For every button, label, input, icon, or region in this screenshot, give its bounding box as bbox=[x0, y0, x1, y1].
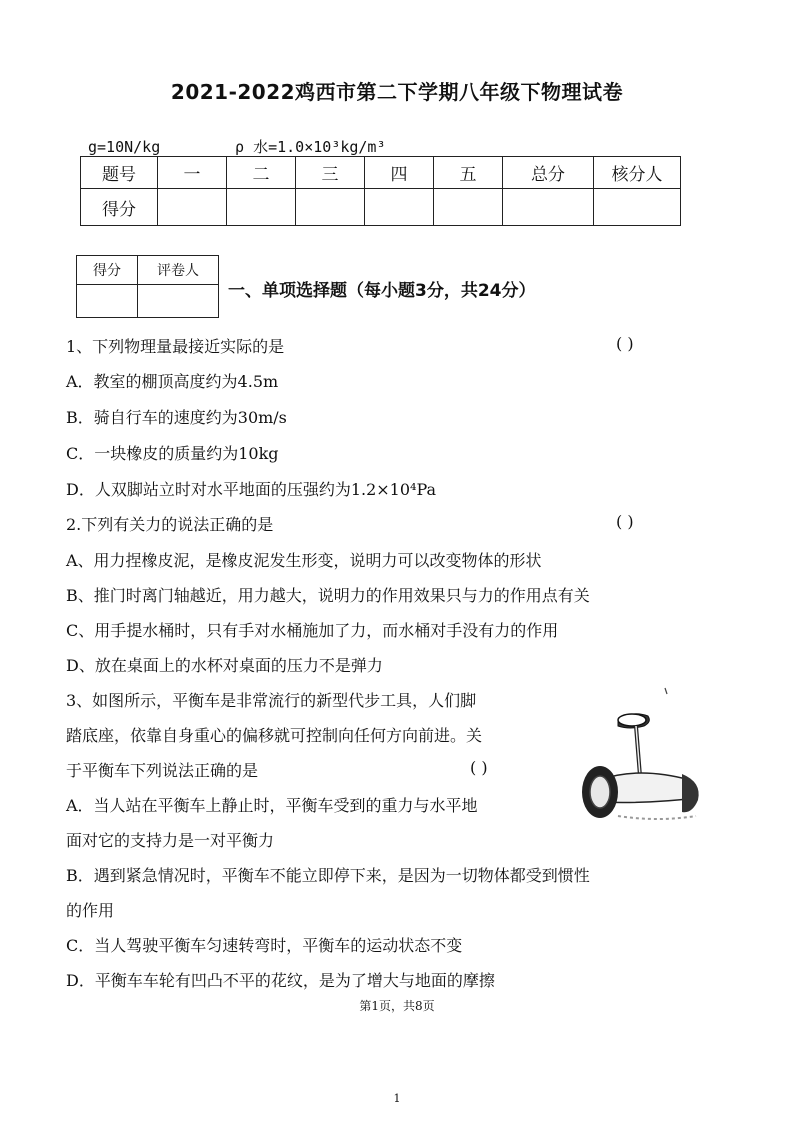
score-header-cell: 四 bbox=[365, 157, 434, 189]
page-number: 1 bbox=[393, 1092, 401, 1105]
section-title: 一、单项选择题（每小题3分，共24分） bbox=[228, 281, 536, 301]
q2-option-d: D、放在桌面上的水杯对桌面的压力不是弹力 bbox=[66, 656, 383, 675]
question-3-stem-line-1: 3、如图所示，平衡车是非常流行的新型代步工具，人们脚 bbox=[66, 691, 477, 710]
q3-option-b-line-2: 的作用 bbox=[66, 901, 115, 920]
score-input-cell[interactable] bbox=[296, 189, 365, 226]
score-input-cell[interactable] bbox=[158, 189, 227, 226]
score-row-label: 得分 bbox=[81, 189, 158, 226]
score-input-cell[interactable] bbox=[594, 189, 681, 226]
q1-option-a: A．教室的棚顶高度约为4.5m bbox=[66, 372, 279, 391]
grader-name-cell[interactable] bbox=[138, 285, 219, 318]
score-header-cell: 三 bbox=[296, 157, 365, 189]
score-header-cell: 二 bbox=[227, 157, 296, 189]
score-input-cell[interactable] bbox=[365, 189, 434, 226]
grader-score-label: 得分 bbox=[77, 256, 138, 285]
q3-option-a-line-1: A．当人站在平衡车上静止时，平衡车受到的重力与水平地 bbox=[66, 796, 478, 815]
answer-bracket[interactable]: ( ) bbox=[616, 334, 634, 353]
page-footer: 第1页，共8页 bbox=[359, 999, 435, 1013]
water-density-constant: ρ 水=1.0×10³kg/m³ bbox=[235, 138, 386, 156]
q3-option-a-line-2: 面对它的支持力是一对平衡力 bbox=[66, 831, 275, 850]
q1-option-d: D．人双脚站立时对水平地面的压强约为1.2×10⁴Pa bbox=[66, 480, 437, 499]
grader-name-label: 评卷人 bbox=[138, 256, 219, 285]
q2-option-b: B、推门时离门轴越近，用力越大，说明力的作用效果只与力的作用点有关 bbox=[66, 586, 590, 605]
score-input-cell[interactable] bbox=[227, 189, 296, 226]
page-title: 2021-2022鸡西市第二下学期八年级下物理试卷 bbox=[170, 80, 624, 104]
answer-bracket[interactable]: ( ) bbox=[616, 512, 634, 531]
question-3-stem-line-2: 踏底座，依靠自身重心的偏移就可控制向任何方向前进。关 bbox=[66, 726, 483, 745]
grader-table bbox=[76, 255, 219, 318]
q3-option-b-line-1: B．遇到紧急情况时，平衡车不能立即停下来，是因为一切物体都受到惯性 bbox=[66, 866, 590, 885]
question-1-stem: 1、下列物理量最接近实际的是 bbox=[66, 337, 285, 356]
answer-bracket[interactable]: ( ) bbox=[470, 758, 488, 777]
question-2-stem: 2.下列有关力的说法正确的是 bbox=[66, 515, 274, 534]
gravity-constant: g=10N/kg bbox=[88, 138, 161, 156]
physical-constants bbox=[88, 136, 386, 157]
score-header-cell: 题号 bbox=[81, 157, 158, 189]
score-table bbox=[80, 156, 681, 226]
score-header-cell: 一 bbox=[158, 157, 227, 189]
score-header-cell: 五 bbox=[434, 157, 503, 189]
score-input-cell[interactable] bbox=[434, 189, 503, 226]
q1-option-c: C．一块橡皮的质量约为10kg bbox=[66, 444, 279, 463]
score-input-cell[interactable] bbox=[503, 189, 594, 226]
score-header-cell: 总分 bbox=[503, 157, 594, 189]
score-header-cell: 核分人 bbox=[594, 157, 681, 189]
q2-option-a: A、用力捏橡皮泥，是橡皮泥发生形变，说明力可以改变物体的形状 bbox=[66, 551, 542, 570]
q3-option-d: D．平衡车车轮有凹凸不平的花纹，是为了增大与地面的摩擦 bbox=[66, 971, 495, 990]
q1-option-b: B．骑自行车的速度约为30m/s bbox=[66, 408, 287, 427]
q3-option-c: C．当人驾驶平衡车匀速转弯时，平衡车的运动状态不变 bbox=[66, 936, 463, 955]
question-3-stem-line-3: 于平衡车下列说法正确的是 bbox=[66, 761, 259, 780]
q2-option-c: C、用手提水桶时，只有手对水桶施加了力，而水桶对手没有力的作用 bbox=[66, 621, 559, 640]
grader-score-cell[interactable] bbox=[77, 285, 138, 318]
balance-scooter-illustration bbox=[578, 680, 704, 830]
